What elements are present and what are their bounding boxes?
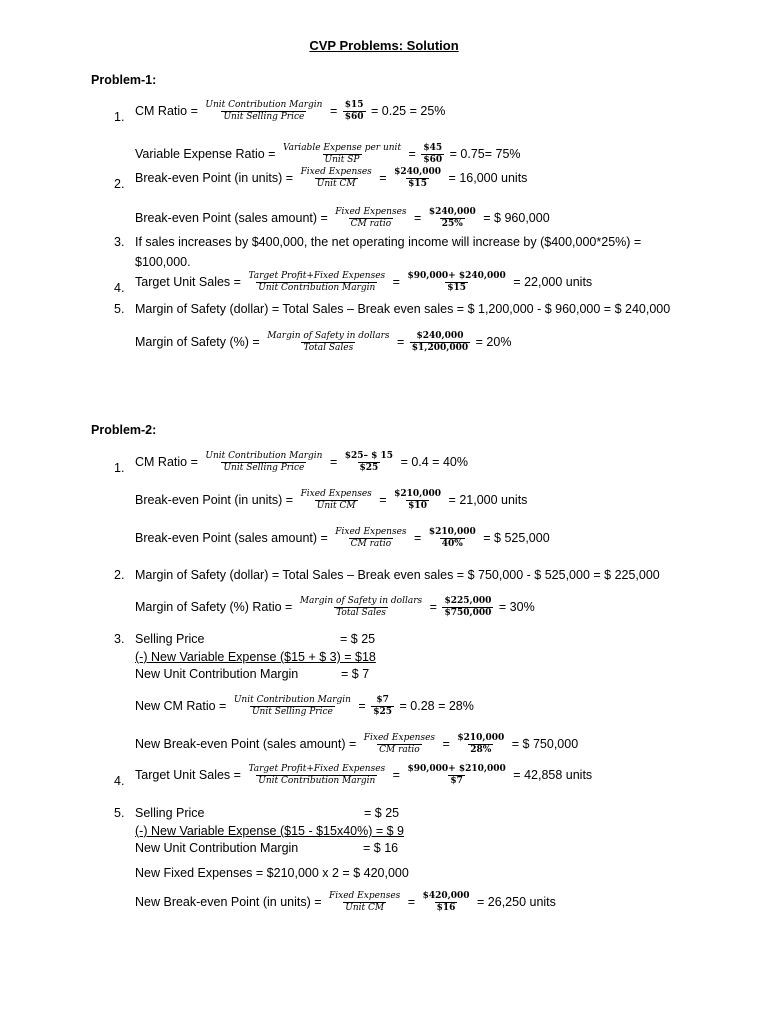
value-fraction	[455, 734, 506, 755]
value-fraction	[343, 101, 366, 122]
equals-sign: =	[358, 698, 366, 713]
formula-lead: CM Ratio =	[135, 454, 198, 469]
page-title: CVP Problems: Solution	[309, 38, 459, 53]
equals-sign: =	[379, 170, 387, 185]
value-fraction	[410, 332, 470, 353]
formula-fraction	[281, 144, 403, 165]
p2-new-break-even-units	[135, 892, 556, 913]
numerator: Target Profit+Fixed Expenses	[248, 271, 386, 281]
formula-lead: New Break-even Point (in units) =	[135, 894, 322, 909]
p1-target-unit-sales	[135, 272, 592, 293]
problem-1-heading: Problem-1:	[91, 73, 157, 87]
p1-cm-ratio	[135, 101, 445, 122]
equals-sign: =	[429, 599, 437, 614]
denominator: Unit CM	[316, 501, 356, 511]
denominator: $15	[447, 283, 467, 293]
denominator: Unit CM	[345, 903, 385, 913]
formula-fraction	[246, 272, 387, 293]
numerator: Variable Expense per unit	[282, 143, 402, 153]
numerator: $7	[376, 695, 389, 705]
numerator: $240,000	[416, 331, 464, 341]
denominator: $750,000	[444, 608, 492, 618]
formula-lead: Variable Expense Ratio =	[135, 146, 276, 161]
formula-lead: New CM Ratio =	[135, 698, 227, 713]
value-fraction	[392, 490, 443, 511]
numerator: Margin of Safety in dollars	[299, 596, 423, 606]
p2-3-new-ucm-label: New Unit Contribution Margin	[135, 667, 299, 681]
p1-item-1-number: 1.	[114, 110, 125, 124]
numerator: Unit Contribution Margin	[205, 100, 323, 110]
p1-item-3-number: 3.	[114, 235, 125, 249]
numerator: $240,000	[394, 167, 442, 177]
p2-item-2-number: 2.	[114, 568, 125, 582]
p1-income-increase-line-2: $100,000.	[135, 255, 191, 269]
denominator: $1,200,000	[411, 343, 469, 353]
value-fraction	[343, 452, 395, 473]
denominator: Total Sales	[303, 343, 354, 353]
problem-2-heading: Problem-2:	[91, 423, 157, 437]
formula-fraction	[232, 696, 353, 717]
equals-sign: =	[407, 894, 416, 909]
p2-break-even-units	[135, 490, 527, 511]
formula-lead: CM Ratio =	[135, 103, 198, 118]
formula-result: = 20%	[475, 334, 512, 349]
equals-sign: =	[442, 736, 450, 751]
formula-lead: Target Unit Sales =	[135, 767, 241, 782]
equals-sign: =	[392, 274, 400, 289]
value-fraction	[427, 528, 478, 549]
formula-result: = 26,250 units	[477, 894, 556, 909]
denominator: CM ratio	[379, 745, 420, 755]
denominator: $60	[423, 155, 443, 165]
formula-lead: Break-even Point (in units) =	[135, 170, 294, 185]
numerator: $240,000	[428, 207, 476, 217]
formula-fraction	[333, 528, 408, 549]
numerator: Fixed Expenses	[335, 207, 407, 217]
p1-item-2-number: 2.	[114, 177, 125, 191]
denominator: $25	[373, 707, 393, 717]
formula-fraction	[298, 597, 424, 618]
p2-margin-of-safety-dollar: Margin of Safety (dollar) = Total Sales – Break even sales = $ 750,000 - $ 525,000 = $ 225,000	[135, 568, 660, 582]
equals-sign: =	[392, 767, 400, 782]
value-fraction	[421, 892, 472, 913]
formula-lead: Break-even Point (in units) =	[135, 492, 294, 507]
denominator: Unit Selling Price	[251, 707, 333, 717]
formula-result: = $ 525,000	[483, 530, 550, 545]
formula-fraction	[299, 490, 374, 511]
denominator: Unit Contribution Margin	[258, 283, 376, 293]
p2-new-cm-ratio	[135, 696, 474, 717]
denominator: 25%	[441, 219, 463, 229]
p2-5-new-variable-expense: (-) New Variable Expense ($15 - $15x40%) = $ 9	[135, 824, 405, 838]
numerator: Unit Contribution Margin	[205, 451, 323, 461]
formula-result: = 30%	[498, 599, 535, 614]
numerator: $45	[423, 143, 443, 153]
formula-result: = $ 750,000	[511, 736, 579, 751]
formula-lead: Break-even Point (sales amount) =	[135, 530, 328, 545]
formula-lead: Break-even Point (sales amount) =	[135, 210, 328, 225]
p1-margin-of-safety-dollar: Margin of Safety (dollar) = Total Sales – Break even sales = $ 1,200,000 - $ 960,000 = $ 240,000	[135, 302, 671, 316]
p1-income-increase-line-1: If sales increases by $400,000, the net operating income will increase by ($400,000*25%) =	[135, 235, 642, 249]
equals-sign: =	[408, 146, 416, 161]
formula-fraction	[362, 734, 437, 755]
numerator: $420,000	[422, 891, 470, 901]
formula-lead: Margin of Safety (%) =	[135, 334, 260, 349]
numerator: $90,000+ $210,000	[407, 764, 506, 774]
denominator: CM ratio	[350, 219, 392, 229]
p2-break-even-sales	[135, 528, 550, 549]
denominator: 40%	[441, 539, 463, 549]
formula-result: = 16,000 units	[448, 170, 528, 185]
denominator: Unit Selling Price	[223, 112, 305, 122]
p2-3-new-ucm-value: = $ 7	[341, 667, 370, 681]
p2-item-4-number: 4.	[114, 774, 125, 788]
denominator: $10	[408, 501, 427, 511]
p1-break-even-sales	[135, 208, 550, 229]
formula-result: = $ 960,000	[483, 210, 550, 225]
equals-sign: =	[379, 492, 387, 507]
denominator: $60	[344, 112, 364, 122]
formula-fraction	[203, 101, 324, 122]
formula-fraction	[327, 892, 402, 913]
denominator: $16	[436, 903, 456, 913]
numerator: $15	[344, 100, 364, 110]
formula-lead: Margin of Safety (%) Ratio =	[135, 599, 293, 614]
value-fraction	[442, 597, 493, 618]
numerator: Margin of Safety in dollars	[267, 331, 390, 341]
p1-margin-of-safety-percent	[135, 332, 511, 353]
denominator: $25	[359, 463, 379, 473]
formula-result: = 0.4 = 40%	[400, 454, 468, 469]
formula-result: = 22,000 units	[513, 274, 593, 289]
value-fraction	[405, 765, 507, 786]
formula-fraction	[299, 168, 374, 189]
numerator: $210,000	[428, 527, 476, 537]
denominator: $7	[450, 776, 463, 786]
value-fraction	[405, 272, 507, 293]
p2-5-new-ucm-label: New Unit Contribution Margin	[135, 841, 299, 855]
denominator: CM ratio	[350, 539, 392, 549]
numerator: $210,000	[394, 489, 442, 499]
denominator: Unit Contribution Margin	[258, 776, 376, 786]
p2-5-new-ucm-value: = $ 16	[363, 841, 399, 855]
p2-item-1-number: 1.	[114, 461, 125, 475]
p2-new-break-even-sales	[135, 734, 578, 755]
value-fraction	[371, 696, 394, 717]
equals-sign: =	[396, 334, 405, 349]
formula-fraction	[203, 452, 324, 473]
denominator: Unit SP	[324, 155, 360, 165]
p2-margin-of-safety-percent	[135, 597, 535, 618]
equals-sign: =	[329, 103, 338, 118]
formula-result: = 21,000 units	[448, 492, 528, 507]
denominator: Unit CM	[316, 179, 356, 189]
numerator: Fixed Expenses	[300, 167, 372, 177]
numerator: $90,000+ $240,000	[407, 271, 506, 281]
denominator: 28%	[470, 745, 492, 755]
denominator: Unit Selling Price	[223, 463, 305, 473]
p2-target-unit-sales	[135, 765, 592, 786]
formula-lead: New Break-even Point (sales amount) =	[135, 736, 357, 751]
numerator: Fixed Expenses	[300, 489, 372, 499]
value-fraction	[421, 144, 444, 165]
formula-fraction	[333, 208, 408, 229]
equals-sign: =	[414, 530, 422, 545]
numerator: Fixed Expenses	[363, 733, 436, 743]
numerator: $25– $ 15	[344, 451, 394, 461]
equals-sign: =	[329, 454, 338, 469]
numerator: Fixed Expenses	[335, 527, 407, 537]
p1-break-even-units	[135, 168, 527, 189]
numerator: Unit Contribution Margin	[233, 695, 351, 705]
formula-result: = 0.25 = 25%	[371, 103, 446, 118]
p1-variable-expense-ratio	[135, 144, 521, 165]
numerator: Target Profit+Fixed Expenses	[248, 764, 386, 774]
formula-fraction	[246, 765, 387, 786]
p1-item-5-number: 5.	[114, 302, 125, 316]
p2-5-selling-price-value: = $ 25	[364, 806, 400, 820]
p2-new-fixed-expenses: New Fixed Expenses = $210,000 x 2 = $ 420,000	[135, 866, 409, 880]
p2-3-selling-price-value: = $ 25	[340, 632, 376, 646]
formula-lead: Target Unit Sales =	[135, 274, 241, 289]
formula-fraction	[265, 332, 391, 353]
numerator: Fixed Expenses	[329, 891, 401, 901]
p2-item-3-number: 3.	[114, 632, 125, 646]
formula-result: = 0.75= 75%	[449, 146, 521, 161]
numerator: $225,000	[444, 596, 492, 606]
value-fraction	[427, 208, 478, 229]
p2-cm-ratio	[135, 452, 468, 473]
p2-5-selling-price-label: Selling Price	[135, 806, 205, 820]
p2-item-5-number: 5.	[114, 806, 125, 820]
equals-sign: =	[414, 210, 422, 225]
numerator: $210,000	[457, 733, 505, 743]
p2-3-selling-price-label: Selling Price	[135, 632, 205, 646]
formula-result: = 42,858 units	[513, 767, 593, 782]
denominator: Total Sales	[336, 608, 386, 618]
denominator: $15	[408, 179, 427, 189]
p1-item-4-number: 4.	[114, 281, 125, 295]
p2-3-new-variable-expense: (-) New Variable Expense ($15 + $ 3) = $18	[135, 650, 376, 664]
value-fraction	[392, 168, 443, 189]
formula-result: = 0.28 = 28%	[399, 698, 474, 713]
